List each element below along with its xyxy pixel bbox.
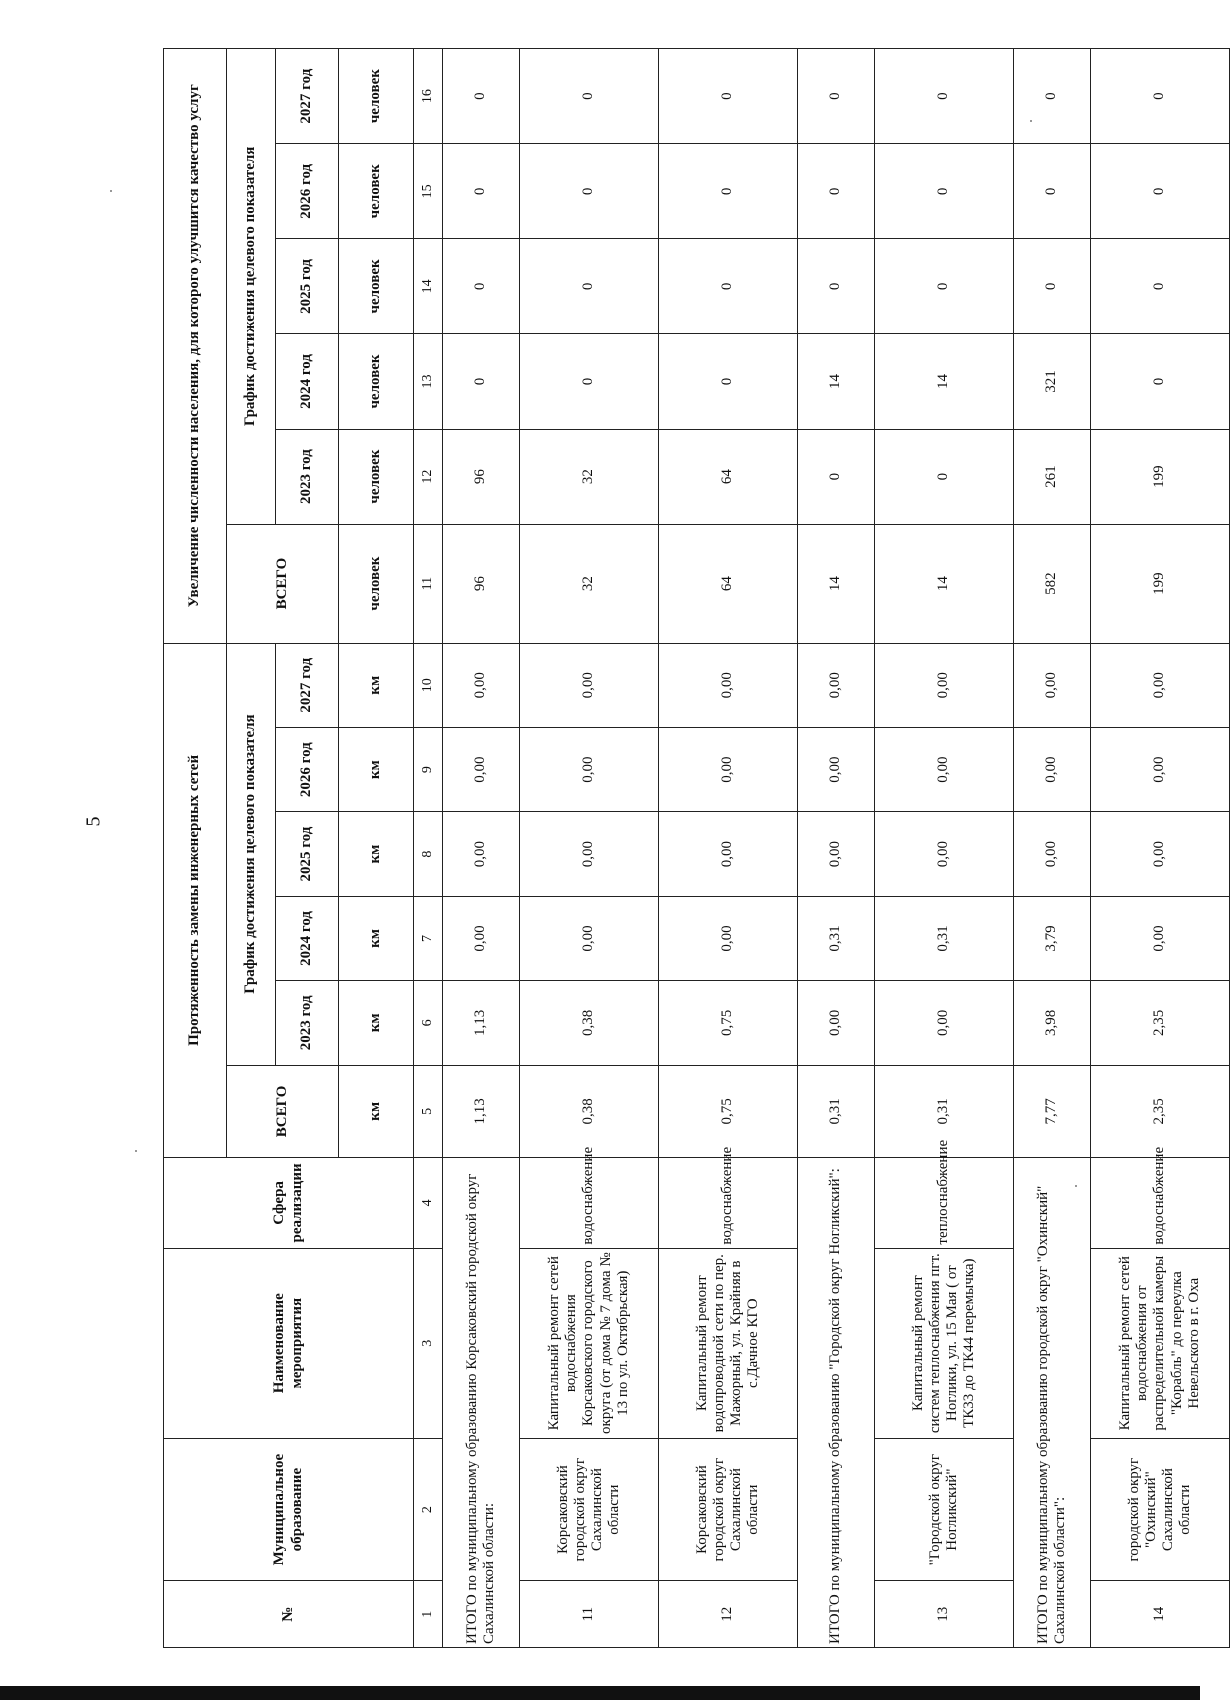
value-cell: 0,38 <box>520 1065 659 1158</box>
value-cell: 0 <box>659 239 798 334</box>
column-number: 8 <box>414 812 443 896</box>
value-cell: 0 <box>443 334 520 429</box>
value-cell: 0,00 <box>1091 896 1230 980</box>
value-cell: 0,75 <box>659 981 798 1065</box>
value-cell: 0 <box>1091 239 1230 334</box>
value-cell: 0,00 <box>659 812 798 896</box>
unit-people: человек <box>339 49 414 144</box>
value-cell: 0,00 <box>1014 812 1091 896</box>
column-number: 6 <box>414 981 443 1065</box>
value-cell: 64 <box>659 524 798 643</box>
total-row-korsakov <box>443 49 520 1648</box>
total-label: ИТОГО по муниципальному образованию городской округ "Охинский" Сахалинской области": <box>1014 1158 1091 1648</box>
value-cell: 64 <box>659 429 798 524</box>
column-number: 2 <box>414 1438 443 1581</box>
value-cell: 2,35 <box>1091 981 1230 1065</box>
row-sphere: водоснабжение <box>659 1158 798 1248</box>
unit-km: км <box>339 1065 414 1158</box>
value-cell: 0 <box>798 144 875 239</box>
value-cell: 0,31 <box>798 1065 875 1158</box>
value-cell: 0 <box>443 144 520 239</box>
row-number: 14 <box>1091 1581 1230 1648</box>
column-number: 1 <box>414 1581 443 1648</box>
row-number: 11 <box>520 1581 659 1648</box>
value-cell: 199 <box>1091 429 1230 524</box>
row-municipality: городской округ "Охинский" Сахалинской области <box>1091 1438 1230 1581</box>
column-number: 4 <box>414 1158 443 1248</box>
header-population-group: Увеличение численности населения, для которого улучшится качество услуг <box>164 49 227 644</box>
value-cell: 0 <box>1014 239 1091 334</box>
value-cell: 14 <box>798 524 875 643</box>
value-cell: 0 <box>520 144 659 239</box>
row-sphere: водоснабжение <box>1091 1158 1230 1248</box>
value-cell: 0,75 <box>659 1065 798 1158</box>
value-cell: 0 <box>798 429 875 524</box>
header-year: 2026 год <box>276 727 339 811</box>
value-cell: 0,00 <box>875 812 1014 896</box>
value-cell: 3,98 <box>1014 981 1091 1065</box>
value-cell: 0,00 <box>875 727 1014 811</box>
value-cell: 7,77 <box>1014 1065 1091 1158</box>
value-cell: 0,00 <box>1091 727 1230 811</box>
value-cell: 0,00 <box>798 643 875 727</box>
value-cell: 0,00 <box>659 896 798 980</box>
unit-km: км <box>339 727 414 811</box>
column-number: 3 <box>414 1248 443 1438</box>
header-year: 2023 год <box>276 429 339 524</box>
scan-speck <box>1030 120 1032 122</box>
value-cell: 0 <box>659 334 798 429</box>
value-cell: 96 <box>443 429 520 524</box>
row-event: Капитальный ремонт систем теплоснабжения пгт. Ноглики, ул. 15 Мая ( от ТК33 до ТК44 перемычка) <box>875 1248 1014 1438</box>
row-event: Капитальный ремонт сетей водоснабжения от распределительной камеры "Корабль" до переулка Невельского в г. Оха <box>1091 1248 1230 1438</box>
value-cell: 0,00 <box>798 981 875 1065</box>
value-cell: 0 <box>798 239 875 334</box>
value-cell: 14 <box>875 334 1014 429</box>
header-num: № <box>164 1581 414 1648</box>
value-cell: 3,79 <box>1014 896 1091 980</box>
header-event-name: Наименование мероприятия <box>164 1248 414 1438</box>
value-cell: 0 <box>659 49 798 144</box>
value-cell: 2,35 <box>1091 1065 1230 1158</box>
value-cell: 582 <box>1014 524 1091 643</box>
value-cell: 199 <box>1091 524 1230 643</box>
value-cell: 0,00 <box>520 812 659 896</box>
value-cell: 0,00 <box>798 727 875 811</box>
value-cell: 0,00 <box>1014 643 1091 727</box>
value-cell: 0 <box>1014 49 1091 144</box>
value-cell: 0,00 <box>443 896 520 980</box>
scan-speck <box>110 190 112 192</box>
value-cell: 261 <box>1014 429 1091 524</box>
value-cell: 0 <box>875 239 1014 334</box>
row-event: Капитальный ремонт сетей водоснабжения Корсаковского городского округа (от дома № 7 дома № 13 по ул. Октябрьская) <box>520 1248 659 1438</box>
value-cell: 0,00 <box>659 727 798 811</box>
value-cell: 14 <box>798 334 875 429</box>
header-year: 2027 год <box>276 643 339 727</box>
header-year: 2027 год <box>276 49 339 144</box>
unit-people: человек <box>339 429 414 524</box>
value-cell: 0,31 <box>875 896 1014 980</box>
header-year: 2026 год <box>276 144 339 239</box>
value-cell: 0,00 <box>1014 727 1091 811</box>
value-cell: 0 <box>520 49 659 144</box>
value-cell: 0 <box>875 49 1014 144</box>
value-cell: 0,38 <box>520 981 659 1065</box>
value-cell: 321 <box>1014 334 1091 429</box>
column-number: 16 <box>414 49 443 144</box>
value-cell: 0,00 <box>798 812 875 896</box>
header-municipality: Муниципальное образование <box>164 1438 414 1581</box>
header-schedule-length: График достижения целевого показателя <box>227 643 276 1065</box>
value-cell: 0,00 <box>443 727 520 811</box>
value-cell: 0 <box>1014 144 1091 239</box>
row-number: 12 <box>659 1581 798 1648</box>
value-cell: 0,00 <box>443 812 520 896</box>
column-numbers-row <box>414 49 443 1648</box>
value-cell: 0,31 <box>798 896 875 980</box>
value-cell: 0 <box>443 239 520 334</box>
header-year: 2025 год <box>276 239 339 334</box>
column-number: 7 <box>414 896 443 980</box>
value-cell: 0 <box>875 429 1014 524</box>
value-cell: 0,00 <box>659 643 798 727</box>
unit-people: человек <box>339 334 414 429</box>
value-cell: 0,00 <box>520 643 659 727</box>
column-number: 15 <box>414 144 443 239</box>
header-sphere: Сфера реализации <box>164 1158 414 1248</box>
engineering-networks-table <box>163 48 1230 1648</box>
table-row <box>1091 49 1230 1648</box>
value-cell: 32 <box>520 524 659 643</box>
value-cell: 0 <box>520 334 659 429</box>
value-cell: 0 <box>798 49 875 144</box>
unit-km: км <box>339 643 414 727</box>
header-year: 2024 год <box>276 896 339 980</box>
value-cell: 0,00 <box>875 643 1014 727</box>
scan-speck <box>135 1150 137 1152</box>
value-cell: 32 <box>520 429 659 524</box>
column-number: 9 <box>414 727 443 811</box>
value-cell: 0 <box>1091 144 1230 239</box>
page-number: 5 <box>82 816 105 827</box>
table-row <box>659 49 798 1648</box>
table-row <box>875 49 1014 1648</box>
header-vsego-pop: ВСЕГО <box>227 524 339 643</box>
value-cell: 0,31 <box>875 1065 1014 1158</box>
row-municipality: Корсаковский городской округ Сахалинской области <box>520 1438 659 1581</box>
value-cell: 0,00 <box>520 727 659 811</box>
table-row <box>520 49 659 1648</box>
value-cell: 1,13 <box>443 1065 520 1158</box>
total-label: ИТОГО по муниципальному образованию Корсаковский городской округ Сахалинской области: <box>443 1158 520 1648</box>
value-cell: 0,00 <box>1091 812 1230 896</box>
value-cell: 0,00 <box>520 896 659 980</box>
unit-km: км <box>339 896 414 980</box>
unit-km: км <box>339 812 414 896</box>
column-number: 14 <box>414 239 443 334</box>
value-cell: 0 <box>1091 334 1230 429</box>
value-cell: 0 <box>659 144 798 239</box>
unit-people: человек <box>339 524 414 643</box>
header-schedule-pop: График достижения целевого показателя <box>227 49 276 525</box>
row-event: Капитальный ремонт водопроводной сети по пер. Мажорный, ул. Крайняя в с.Дачное КГО <box>659 1248 798 1438</box>
header-year: 2024 год <box>276 334 339 429</box>
value-cell: 0,00 <box>1091 643 1230 727</box>
row-number: 13 <box>875 1581 1014 1648</box>
value-cell: 0,00 <box>443 643 520 727</box>
row-municipality: Корсаковский городской округ Сахалинской области <box>659 1438 798 1581</box>
total-row-okha <box>1014 49 1091 1648</box>
rotated-table-wrapper <box>163 48 1230 1648</box>
value-cell: 96 <box>443 524 520 643</box>
header-vsego-length: ВСЕГО <box>227 1065 339 1158</box>
header-length-group: Протяженность замены инженерных сетей <box>164 643 227 1158</box>
unit-people: человек <box>339 239 414 334</box>
total-row-nogliki <box>798 49 875 1648</box>
scan-speck <box>1075 1185 1077 1187</box>
unit-people: человек <box>339 144 414 239</box>
row-sphere: теплоснабжение <box>875 1158 1014 1248</box>
column-number: 12 <box>414 429 443 524</box>
column-number: 13 <box>414 334 443 429</box>
value-cell: 0,00 <box>875 981 1014 1065</box>
column-number: 5 <box>414 1065 443 1158</box>
row-municipality: "Городской округ Ногликский" <box>875 1438 1014 1581</box>
value-cell: 0 <box>443 49 520 144</box>
value-cell: 0 <box>520 239 659 334</box>
column-number: 11 <box>414 524 443 643</box>
unit-km: км <box>339 981 414 1065</box>
value-cell: 1,13 <box>443 981 520 1065</box>
row-sphere: водоснабжение <box>520 1158 659 1248</box>
value-cell: 0 <box>1091 49 1230 144</box>
value-cell: 14 <box>875 524 1014 643</box>
value-cell: 0 <box>875 144 1014 239</box>
header-year: 2023 год <box>276 981 339 1065</box>
scan-bottom-edge <box>0 1686 1200 1700</box>
header-year: 2025 год <box>276 812 339 896</box>
column-number: 10 <box>414 643 443 727</box>
total-label: ИТОГО по муниципальному образованию "Городской округ Ногликский": <box>798 1158 875 1648</box>
